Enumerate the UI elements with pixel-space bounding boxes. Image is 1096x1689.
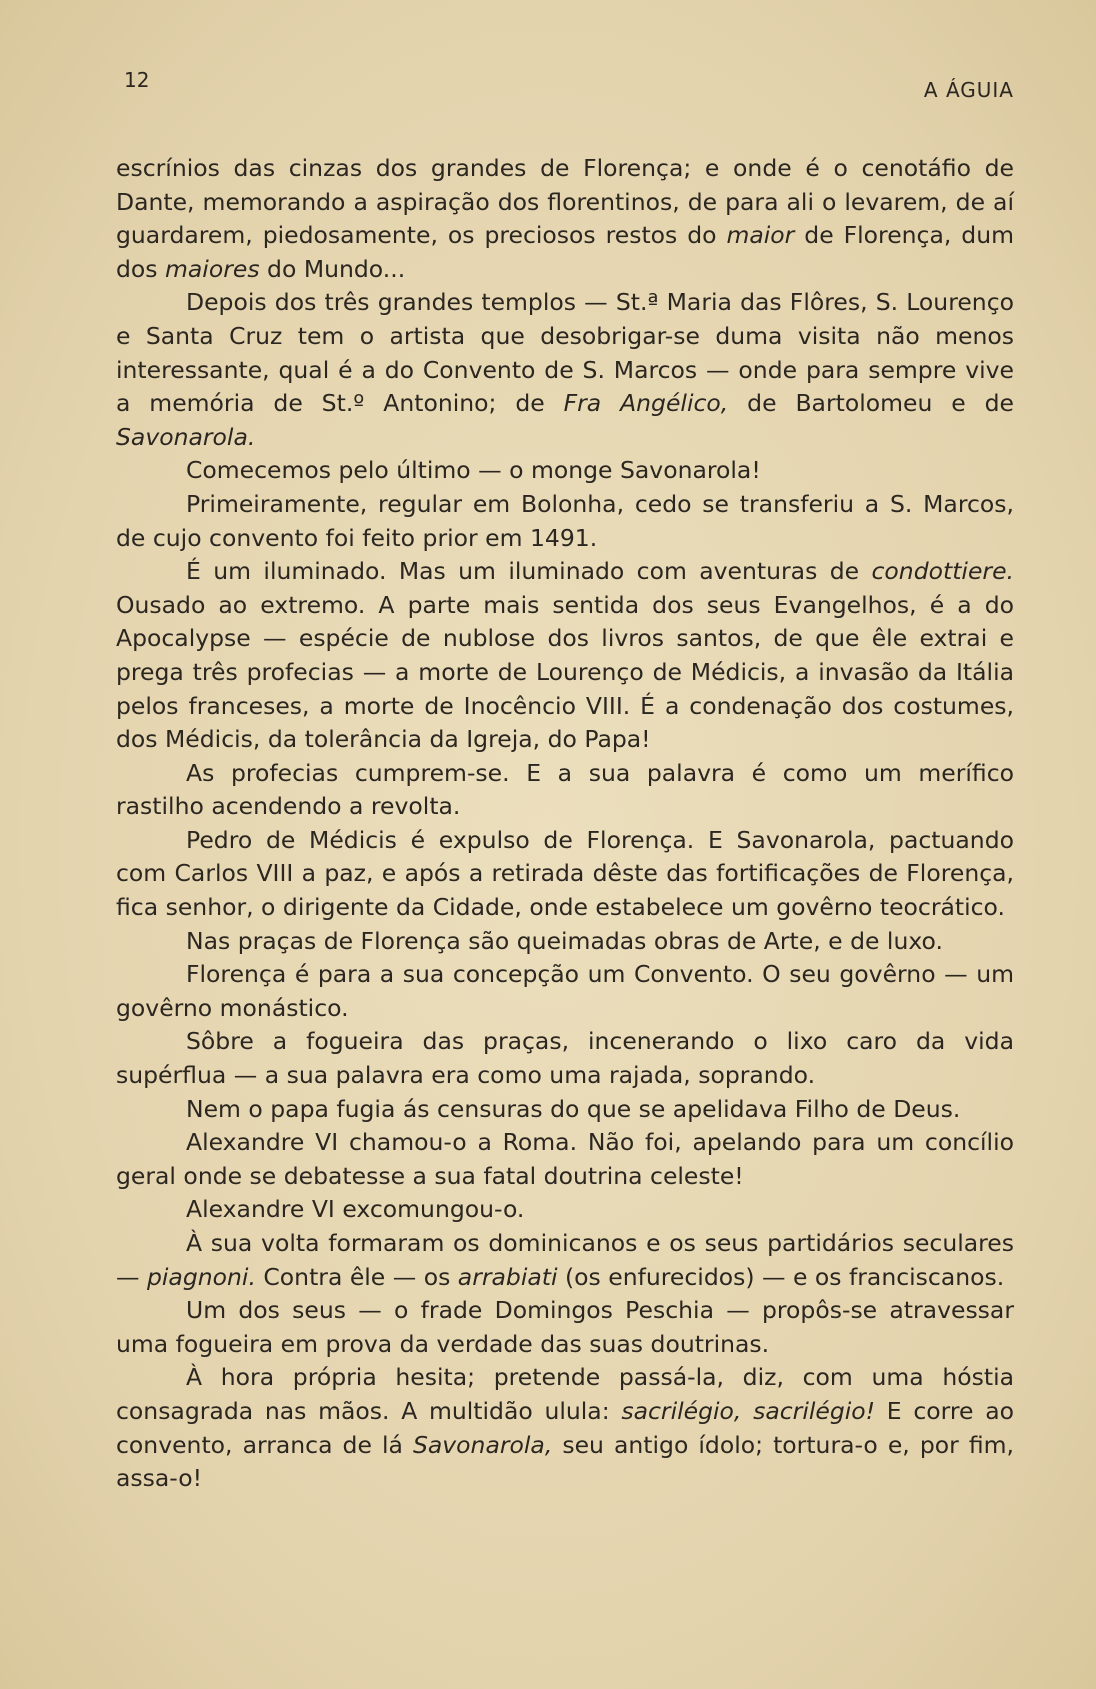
- text-run: do Mundo...: [259, 254, 406, 283]
- italic-text: maiores: [165, 254, 260, 283]
- italic-text: sacrilégio, sacrilégio!: [621, 1396, 876, 1425]
- italic-text: Fra Angélico,: [563, 389, 729, 418]
- text-run: Alexandre VI excomungou-o.: [186, 1195, 525, 1224]
- paragraph: [116, 1294, 1014, 1361]
- text-run: Comecemos pelo último — o monge Savonarola!: [186, 456, 761, 485]
- paragraph: [116, 1093, 1014, 1127]
- paragraph: [116, 1227, 1014, 1294]
- italic-text: Savonarola.: [116, 422, 256, 451]
- text-run: E corre ao convento, arranca de lá: [116, 1396, 1015, 1459]
- body-text: [116, 152, 1014, 1496]
- text-run: Sôbre a fogueira das praças, incenerando o lixo caro da vida supérflua — a sua palavra era como uma rajada, soprando.: [116, 1027, 1014, 1090]
- text-run: escrínios das cinzas dos grandes de Florença; e onde é o cenotáfio de Dante, memorando a aspiração dos florentinos, de para ali o levarem, de aí guardarem, piedosamente, os preciosos restos do: [116, 154, 1014, 250]
- italic-text: Savonarola,: [412, 1430, 553, 1459]
- paragraph: [116, 488, 1014, 555]
- text-run: À sua volta formaram os dominicanos e os seus partidários seculares —: [116, 1229, 1014, 1291]
- text-run: Pedro de Médicis é expulso de Florença. E Savonarola, pactuando com Carlos VIII a paz, e após a retirada dêste das fortificações de Florença, fica senhor, o dirigente da Cidade, onde estabelece um govêrno teocrático.: [116, 825, 1014, 922]
- paragraph: [116, 824, 1014, 925]
- paragraph: [116, 286, 1014, 454]
- text-run: de Florença, dum dos: [116, 221, 1014, 283]
- text-run: As profecias cumprem-se. E a sua palavra é como um merífico rastilho acendendo a revolta.: [116, 758, 1014, 821]
- paragraph: [116, 152, 1014, 286]
- page-header: [124, 68, 1014, 102]
- text-run: (os enfurecidos) — e os franciscanos.: [557, 1262, 1005, 1291]
- paragraph: [116, 1193, 1014, 1227]
- paragraph: [116, 925, 1014, 959]
- italic-text: maior: [726, 221, 795, 250]
- text-run: seu antigo ídolo; tortura-o e, por fim, assa-o!: [116, 1430, 1014, 1493]
- paragraph: [116, 1126, 1014, 1193]
- text-run: Contra êle — os: [255, 1262, 458, 1291]
- text-run: Alexandre VI chamou-o a Roma. Não foi, apelando para um concílio geral onde se debatesse a sua fatal doutrina celeste!: [116, 1128, 1014, 1190]
- text-run: Um dos seus — o frade Domingos Peschia — propôs-se atravessar uma fogueira em prova da verdade das suas doutrinas.: [116, 1296, 1014, 1358]
- paragraph: [116, 555, 1014, 757]
- text-run: Primeiramente, regular em Bolonha, cedo se transferiu a S. Marcos, de cujo convento foi feito prior em 1491.: [116, 489, 1014, 552]
- text-run: Depois dos três grandes templos — St.ª Maria das Flôres, S. Lourenço e Santa Cruz tem o artista que desobrigar-se duma visita não menos interessante, qual é a do Convento de S. Marcos — onde para sempre vive a memória de St.º Antonino; de: [116, 288, 1014, 418]
- italic-text: piagnoni.: [146, 1262, 256, 1291]
- text-run: À hora própria hesita; pretende passá-la, diz, com uma hóstia consagrada nas mãos. A multidão ulula:: [116, 1363, 1014, 1425]
- text-run: Florença é para a sua concepção um Convento. O seu govêrno — um govêrno monástico.: [116, 960, 1014, 1022]
- text-run: Ousado ao extremo. A parte mais sentida dos seus Evangelhos, é a do Apocalypse — espécie de nublose dos livros santos, de que êle extrai e prega três profecias — a morte de Lourenço de Médicis, a invasão da Itália pelos franceses, a morte de Inocêncio VIII. É a condenação dos costumes, dos Médicis, da tolerância da Igreja, do Papa!: [116, 590, 1014, 754]
- italic-text: condottiere.: [871, 557, 1014, 586]
- text-run: É um iluminado. Mas um iluminado com aventuras de: [186, 557, 872, 586]
- text-run: Nas praças de Florença são queimadas obras de Arte, e de luxo.: [186, 926, 943, 955]
- paragraph: [116, 958, 1014, 1025]
- italic-text: arrabiati: [457, 1262, 558, 1291]
- text-run: Nem o papa fugia ás censuras do que se apelidava Filho de Deus.: [186, 1094, 961, 1123]
- paragraph: [116, 1361, 1014, 1495]
- paragraph: [116, 1025, 1014, 1092]
- page-number: 12: [124, 68, 150, 92]
- text-run: de Bartolomeu e de: [728, 389, 1014, 418]
- paragraph: [116, 454, 1014, 488]
- paragraph: [116, 757, 1014, 824]
- running-title: A ÁGUIA: [923, 78, 1014, 102]
